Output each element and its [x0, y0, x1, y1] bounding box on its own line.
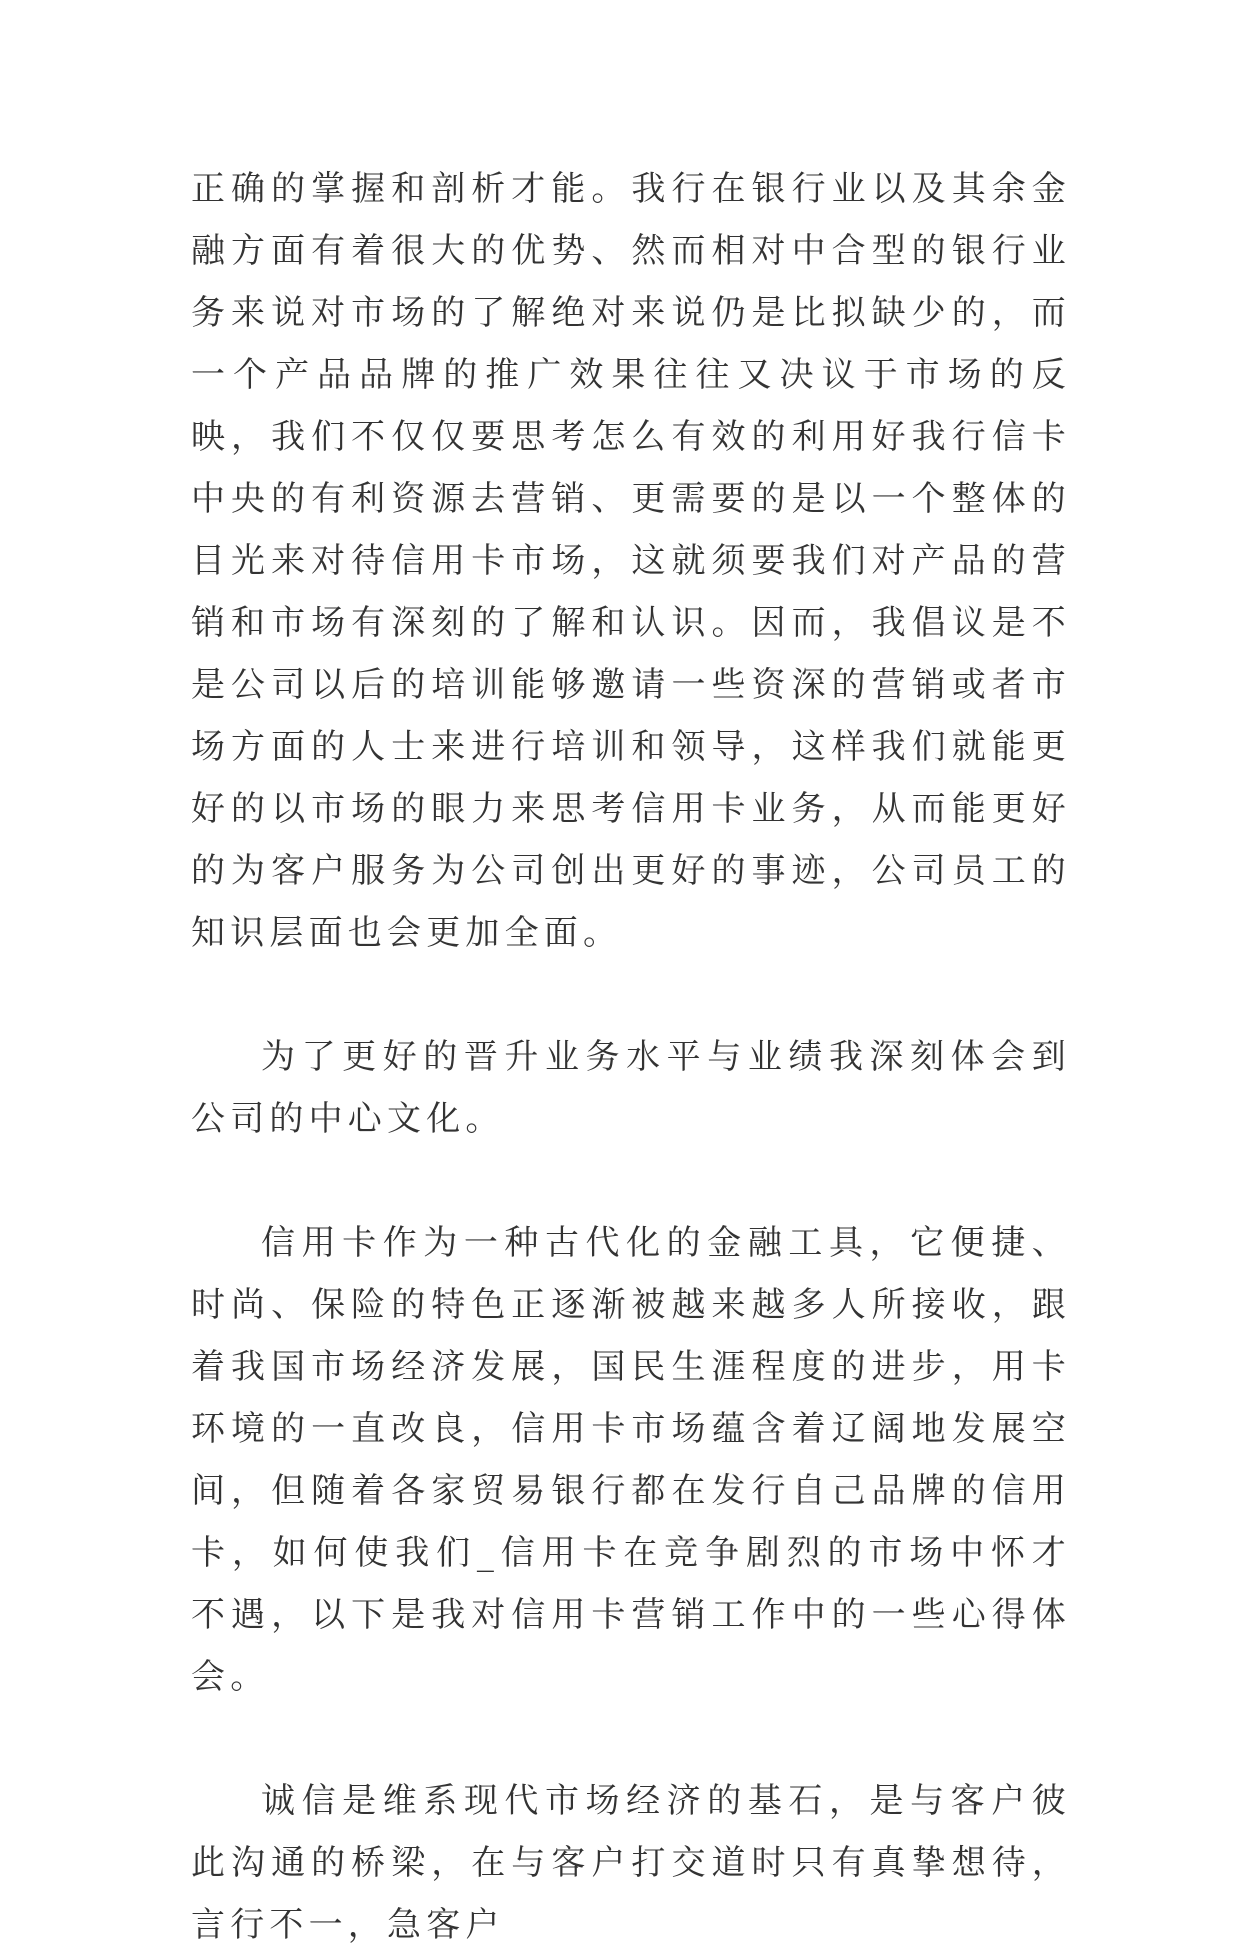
paragraph-1: 正确的掌握和剖析才能。我行在银行业以及其余金融方面有着很大的优势、然而相对中合型的银行业务来说对市场的了解绝对来说仍是比拟缺少的，而一个产品品牌的推广效果往往又决议于市场的反映，我们不仅仅要思考怎么有效的利用好我行信卡中央的有利资源去营销、更需要的是以一个整体的目光来对待信用卡市场，这就须要我们对产品的营销和市场有深刻的了解和认识。因而，我倡议是不是公司以后的培训能够邀请一些资深的营销或者市场方面的人士来进行培训和领导，这样我们就能更好的以市场的眼力来思考信用卡业务，从而能更好的为客户服务为公司创出更好的事迹，公司员工的知识层面也会更加全面。 [191, 169, 1071, 953]
paragraph-4: 诚信是维系现代市场经济的基石，是与客户彼此沟通的桥梁，在与客户打交道时只有真挚想待，言行不一，急客户 [191, 1781, 1071, 1945]
document-page [191, 158, 1071, 1956]
paragraph-3: 信用卡作为一种古代化的金融工具，它便捷、时尚、保险的特色正逐渐被越来越多人所接收，跟着我国市场经济发展，国民生涯程度的进步，用卡环境的一直改良，信用卡市场蕴含着辽阔地发展空间，但随着各家贸易银行都在发行自己品牌的信用卡，如何使我们_信用卡在竞争剧烈的市场中怀才不遇，以下是我对信用卡营销工作中的一些心得体会。 [191, 1223, 1071, 1697]
paragraph-2: 为了更好的晋升业务水平与业绩我深刻体会到公司的中心文化。 [191, 1037, 1071, 1139]
